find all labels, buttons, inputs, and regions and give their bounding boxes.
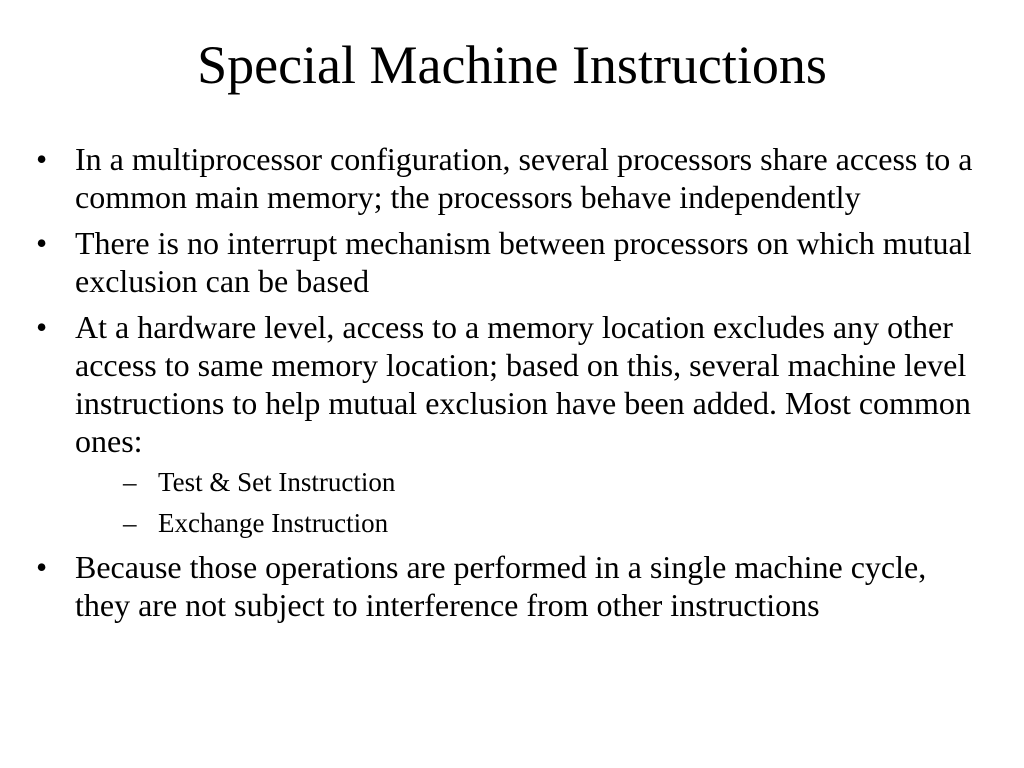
bullet-text: In a multiprocessor configuration, several processors share access to a common main memory; the processors behave independently (75, 141, 973, 215)
dash-marker: – (123, 467, 137, 497)
bullet-marker: • (36, 549, 48, 585)
sub-bullet-text: Exchange Instruction (158, 508, 389, 538)
sub-bullet-list (75, 466, 986, 539)
bullet-item (36, 308, 986, 539)
bullet-marker: • (36, 225, 48, 261)
bullet-list (36, 140, 986, 632)
slide-title: Special Machine Instructions (197, 35, 827, 95)
bullet-item (36, 140, 986, 216)
bullet-text: At a hardware level, access to a memory location excludes any other access to same memory location; based on this, several machine level instructions to help mutual exclusion have been added. Most common ones: (75, 309, 971, 459)
sub-bullet-text: Test & Set Instruction (158, 467, 396, 497)
bullet-item (36, 548, 986, 624)
sub-bullet-item (75, 507, 986, 539)
bullet-item (36, 224, 986, 300)
sub-bullet-item (75, 466, 986, 498)
bullet-marker: • (36, 309, 48, 345)
bullet-text: There is no interrupt mechanism between processors on which mutual exclusion can be based (75, 225, 972, 299)
bullet-text: Because those operations are performed in a single machine cycle, they are not subject to interference from other instructions (75, 549, 927, 623)
dash-marker: – (123, 508, 137, 538)
bullet-marker: • (36, 141, 48, 177)
